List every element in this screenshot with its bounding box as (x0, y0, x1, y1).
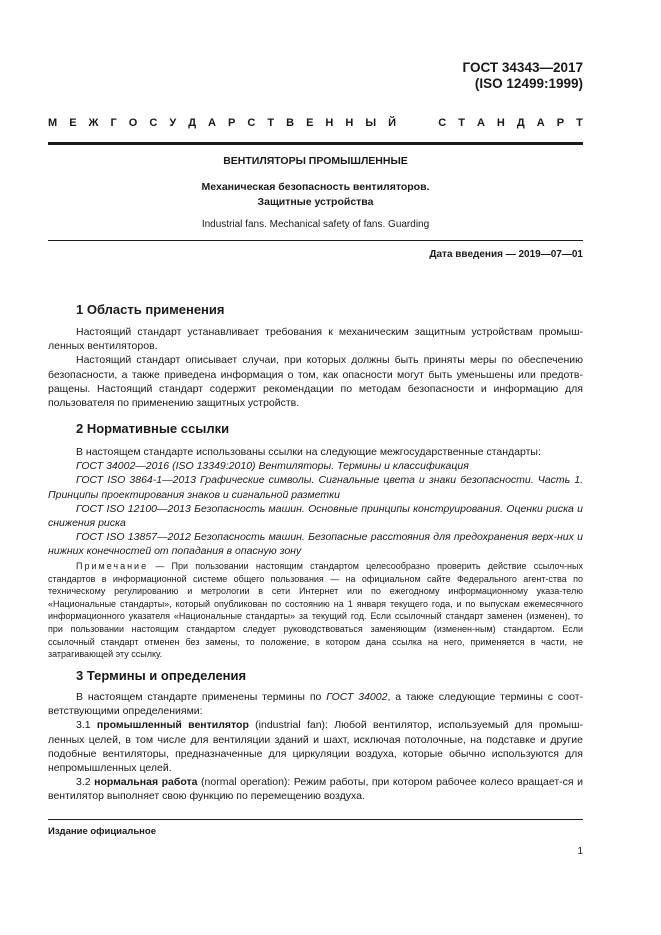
section-1-heading: 1 Область применения (76, 302, 225, 317)
page-number: 1 (577, 846, 583, 857)
banner-letter: Н (345, 117, 354, 129)
footer-divider (48, 819, 583, 820)
header-divider (48, 142, 583, 145)
banner-letter (423, 117, 426, 129)
section-2-heading: 2 Нормативные ссылки (76, 421, 230, 436)
term-name: промышленный вентилятор (96, 719, 249, 732)
note-label: Примечание (76, 561, 149, 571)
banner-letter: С (149, 117, 158, 129)
introduction-date: Дата введения — 2019—07—01 (429, 249, 583, 260)
official-edition-label: Издание официальное (48, 826, 156, 837)
section-2-intro: В настоящем стандарте использованы ссылки на следующие межгосударственные стандарты: (76, 446, 541, 458)
section-3-heading: 3 Термины и определения (76, 668, 247, 683)
banner-letter: Ы (365, 117, 377, 129)
banner-letter: Д (516, 117, 525, 129)
term-definition: (normal operation): Режим работы, при котором рабочее колесо вращает-ся и вентилятор выполняет свою функцию по перемещению воздуха. (48, 776, 583, 803)
document-title: ВЕНТИЛЯТОРЫ ПРОМЫШЛЕННЫЕ (223, 155, 408, 167)
banner-letter: Т (267, 117, 275, 129)
banner-letter: Н (496, 117, 505, 129)
term-3-1 (48, 718, 583, 775)
banner-letter: У (169, 117, 177, 129)
section-1-paragraph: Настоящий стандарт описывает случаи, при которых должны быть приняты меры по обеспечению безопасности, а также приведена информация о том, как опасности могут быть уменьшены или предотв-ращены. Настоящий стандарт содержит рекомендации по методам безопасности и информацию для пользователя по применению защитных устройств. (48, 354, 583, 410)
banner-letter: С (438, 117, 447, 129)
term-definition: (industrial fan): Любой вентилятор, используемый для промыш-ленных целей, в том числе для вентиляции зданий и шахт, исключая потолочные, на подставке и другие подобные вентиляторы, предназначенные для циркуляции воздуха, которые обычно используются для непромышленных целей. (48, 719, 583, 775)
term-number: 3.2 (76, 776, 95, 789)
banner-letter: Ж (88, 117, 99, 129)
banner-letter: А (536, 117, 545, 129)
banner-letter: Й (388, 117, 397, 129)
term-number: 3.1 (76, 719, 97, 732)
banner-letter: О (128, 117, 138, 129)
banner-letter: Р (556, 117, 565, 129)
banner-letter: А (208, 117, 216, 129)
section-1-paragraph: Настоящий стандарт устанавливает требования к механическим защитным устройствам промыш-ленных вентиляторов. (48, 326, 583, 353)
term-3-2 (48, 775, 583, 803)
standard-code-line1: ГОСТ 34343—2017 (462, 60, 583, 75)
banner-letter (408, 117, 411, 129)
standard-code-line2: (ISO 12499:1999) (474, 76, 583, 91)
banner-letter: Т (458, 117, 465, 129)
banner-letter: А (476, 117, 485, 129)
document-subtitle (48, 180, 583, 210)
section-2-body (48, 445, 583, 559)
banner-letter: С (247, 117, 256, 129)
subtitle-line1: Механическая безопасность вентиляторов. (201, 181, 430, 193)
section-2-note (48, 560, 583, 661)
banner-letter: Д (188, 117, 197, 129)
section-3-intro-text: В настоящем стандарте применены термины по (76, 691, 327, 703)
normative-reference: ГОСТ 34002—2016 (ISO 13349:2010) Вентиляторы. Термины и классификация (76, 460, 469, 473)
banner-letter: В (286, 117, 295, 129)
subtitle-line2: Защитные устройства (257, 196, 374, 208)
normative-reference: ГОСТ ISO 13857—2012 Безопасность машин. Безопасные расстояния для предохранения верх-них и нижних конечностей от попадания в опасную зону (48, 531, 583, 558)
banner-letter: Т (576, 117, 583, 129)
title-divider (48, 240, 583, 241)
section-3-body (48, 690, 583, 804)
term-name: нормальная работа (94, 776, 198, 789)
banner-letter: Е (306, 117, 314, 129)
section-1-body (48, 325, 583, 410)
section-3-intro-reference: ГОСТ 34002 (326, 691, 388, 703)
section-3-intro-text: , а также следующие термины с соот-ветствующими определениями: (48, 691, 583, 718)
standard-code (463, 60, 583, 92)
english-title: Industrial fans. Mechanical safety of fans. Guarding (201, 219, 430, 230)
standard-type-banner (48, 117, 583, 129)
banner-letter: Е (69, 117, 77, 129)
banner-letter: М (48, 117, 58, 129)
note-text: — При пользовании настоящим стандартом целесообразно проверить действие ссылоч-ных стандартов в информационной системе общего пользования — на официальном сайте Федерального агент-ства по техническому регулированию и метрологии в сети Интернет или по ежегодному информационному указа-телю «Национальные стандарты», который опубликован по состоянию на 1 января текущего года, и по выпускам ежемесячного информационного указателя «Национальные стандарты» за текущий год. Если ссылочный стандарт заменен (изменен), то при пользовании настоящим стандартом следует руководствоваться заменяющим (изменен-ным) стандартом. Если ссылочный стандарт отменен без замены, то положение, в котором дана ссылка на него, применяется в части, не затрагивающей эту ссылку. (48, 561, 583, 660)
banner-letter: Р (228, 117, 236, 129)
normative-reference: ГОСТ ISO 3864-1—2013 Графические символы. Сигнальные цвета и знаки безопасности. Часть 1. Принципы проектирования знаков и сигнальной разметки (48, 474, 583, 501)
normative-reference: ГОСТ ISO 12100—2013 Безопасность машин. Основные принципы конструирования. Оценки риска и снижения риска (48, 502, 583, 530)
banner-letter: Г (110, 117, 117, 129)
banner-letter: Н (325, 117, 334, 129)
